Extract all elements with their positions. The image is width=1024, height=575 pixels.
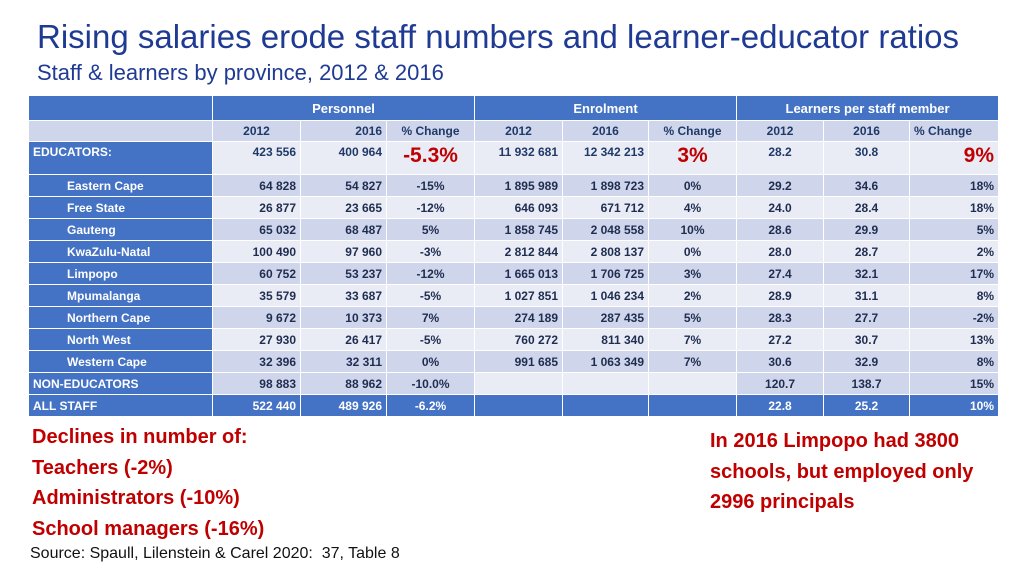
cell: 68 487 bbox=[301, 219, 387, 241]
cell: 5% bbox=[387, 219, 475, 241]
cell: 287 435 bbox=[563, 307, 649, 329]
cell bbox=[563, 373, 649, 395]
cell: -12% bbox=[387, 263, 475, 285]
cell: 2% bbox=[649, 285, 737, 307]
cell: -12% bbox=[387, 197, 475, 219]
declines-note bbox=[32, 422, 264, 544]
cell: 2 808 137 bbox=[563, 241, 649, 263]
educators-row bbox=[29, 142, 999, 175]
subheader-cell: % Change bbox=[649, 121, 737, 142]
province-row bbox=[29, 351, 999, 373]
cell: 27.4 bbox=[737, 263, 824, 285]
subheader-blank bbox=[29, 121, 213, 142]
cell: 23 665 bbox=[301, 197, 387, 219]
cell: 28.6 bbox=[737, 219, 824, 241]
cell: 2% bbox=[910, 241, 999, 263]
cell: 5% bbox=[910, 219, 999, 241]
limpopo-note: In 2016 Limpopo had 3800 schools, but employed only 2996 principals bbox=[710, 430, 974, 513]
cell: 29.9 bbox=[824, 219, 910, 241]
cell: 12 342 213 bbox=[563, 142, 649, 175]
cell: 27.2 bbox=[737, 329, 824, 351]
cell: 29.2 bbox=[737, 175, 824, 197]
cell: 53 237 bbox=[301, 263, 387, 285]
cell: 3% bbox=[649, 263, 737, 285]
cell: 3% bbox=[649, 142, 737, 175]
subheader-row bbox=[29, 121, 999, 142]
cell: 274 189 bbox=[475, 307, 563, 329]
province-name: Gauteng bbox=[29, 219, 213, 241]
cell: 30.8 bbox=[824, 142, 910, 175]
province-row bbox=[29, 263, 999, 285]
note-line: Teachers (-2%) bbox=[32, 456, 173, 479]
province-row bbox=[29, 285, 999, 307]
cell: 11 932 681 bbox=[475, 142, 563, 175]
subheader-cell: 2012 bbox=[737, 121, 824, 142]
cell: 0% bbox=[649, 175, 737, 197]
cell: 5% bbox=[649, 307, 737, 329]
cell: 34.6 bbox=[824, 175, 910, 197]
subheader-cell: 2016 bbox=[301, 121, 387, 142]
province-name: Northern Cape bbox=[29, 307, 213, 329]
cell: -15% bbox=[387, 175, 475, 197]
cell: -2% bbox=[910, 307, 999, 329]
cell: 31.1 bbox=[824, 285, 910, 307]
subheader-cell: 2016 bbox=[824, 121, 910, 142]
note-line: School managers (-16%) bbox=[32, 517, 265, 540]
cell: 7% bbox=[649, 329, 737, 351]
cell: 26 417 bbox=[301, 329, 387, 351]
cell: 27 930 bbox=[213, 329, 301, 351]
cell: 2 812 844 bbox=[475, 241, 563, 263]
cell: 1 046 234 bbox=[563, 285, 649, 307]
cell: 7% bbox=[649, 351, 737, 373]
cell: 10% bbox=[910, 395, 999, 417]
cell: 60 752 bbox=[213, 263, 301, 285]
cell: 4% bbox=[649, 197, 737, 219]
subheader-cell: % Change bbox=[910, 121, 999, 142]
subheader-cell: 2016 bbox=[563, 121, 649, 142]
group-header-row bbox=[29, 96, 999, 121]
cell: 991 685 bbox=[475, 351, 563, 373]
cell: 28.3 bbox=[737, 307, 824, 329]
row-label: EDUCATORS: bbox=[29, 142, 213, 175]
province-row bbox=[29, 329, 999, 351]
cell bbox=[649, 395, 737, 417]
cell: 28.7 bbox=[824, 241, 910, 263]
cell: 10 373 bbox=[301, 307, 387, 329]
province-rows bbox=[29, 175, 999, 373]
province-name: Mpumalanga bbox=[29, 285, 213, 307]
cell: 1 706 725 bbox=[563, 263, 649, 285]
cell: 0% bbox=[649, 241, 737, 263]
cell: 24.0 bbox=[737, 197, 824, 219]
cell: 489 926 bbox=[301, 395, 387, 417]
cell: 35 579 bbox=[213, 285, 301, 307]
cell: 120.7 bbox=[737, 373, 824, 395]
cell: 18% bbox=[910, 197, 999, 219]
province-name: Eastern Cape bbox=[29, 175, 213, 197]
cell: -10.0% bbox=[387, 373, 475, 395]
cell bbox=[475, 395, 563, 417]
slide-title: Rising salaries erode staff numbers and learner-educator ratios bbox=[37, 18, 960, 55]
cell: 54 827 bbox=[301, 175, 387, 197]
cell: 0% bbox=[387, 351, 475, 373]
cell: 9 672 bbox=[213, 307, 301, 329]
province-row bbox=[29, 219, 999, 241]
cell: 671 712 bbox=[563, 197, 649, 219]
slide-subtitle: Staff & learners by province, 2012 & 2016 bbox=[37, 60, 444, 85]
cell: 30.6 bbox=[737, 351, 824, 373]
cell: 65 032 bbox=[213, 219, 301, 241]
cell: 28.4 bbox=[824, 197, 910, 219]
note-line: Administrators (-10%) bbox=[32, 487, 240, 509]
cell: 811 340 bbox=[563, 329, 649, 351]
cell: 30.7 bbox=[824, 329, 910, 351]
cell: -6.2% bbox=[387, 395, 475, 417]
source-citation: Source: Spaull, Lilenstein & Carel 2020: 37, Table 8 bbox=[30, 545, 400, 562]
cell: 1 898 723 bbox=[563, 175, 649, 197]
note-line: Declines in number of: bbox=[32, 426, 248, 448]
province-name: North West bbox=[29, 329, 213, 351]
cell: 17% bbox=[910, 263, 999, 285]
group-ratio: Learners per staff member bbox=[737, 96, 999, 121]
cell: 97 960 bbox=[301, 241, 387, 263]
cell: 522 440 bbox=[213, 395, 301, 417]
cell: 27.7 bbox=[824, 307, 910, 329]
cell: 138.7 bbox=[824, 373, 910, 395]
province-row bbox=[29, 175, 999, 197]
cell: 26 877 bbox=[213, 197, 301, 219]
all-staff-row bbox=[29, 395, 999, 417]
province-name: KwaZulu-Natal bbox=[29, 241, 213, 263]
cell: 28.9 bbox=[737, 285, 824, 307]
group-personnel: Personnel bbox=[213, 96, 475, 121]
subheader-cell: 2012 bbox=[213, 121, 301, 142]
cell: -5% bbox=[387, 285, 475, 307]
cell: -5.3% bbox=[387, 142, 475, 175]
row-label: NON-EDUCATORS bbox=[29, 373, 213, 395]
cell: 7% bbox=[387, 307, 475, 329]
province-name: Western Cape bbox=[29, 351, 213, 373]
cell: 88 962 bbox=[301, 373, 387, 395]
cell: 1 858 745 bbox=[475, 219, 563, 241]
cell: 28.2 bbox=[737, 142, 824, 175]
row-label: ALL STAFF bbox=[29, 395, 213, 417]
cell: 1 895 989 bbox=[475, 175, 563, 197]
cell: 32.9 bbox=[824, 351, 910, 373]
cell: 1 063 349 bbox=[563, 351, 649, 373]
cell: 28.0 bbox=[737, 241, 824, 263]
cell: 15% bbox=[910, 373, 999, 395]
staff-table bbox=[28, 95, 999, 417]
cell: 400 964 bbox=[301, 142, 387, 175]
header-blank bbox=[29, 96, 213, 121]
subheader-cell: % Change bbox=[387, 121, 475, 142]
subheader-cell: 2012 bbox=[475, 121, 563, 142]
cell: 33 687 bbox=[301, 285, 387, 307]
cell: 1 665 013 bbox=[475, 263, 563, 285]
cell bbox=[475, 373, 563, 395]
cell: 760 272 bbox=[475, 329, 563, 351]
province-name: Limpopo bbox=[29, 263, 213, 285]
province-name: Free State bbox=[29, 197, 213, 219]
cell: 2 048 558 bbox=[563, 219, 649, 241]
cell: 25.2 bbox=[824, 395, 910, 417]
province-row bbox=[29, 241, 999, 263]
cell bbox=[649, 373, 737, 395]
cell: 1 027 851 bbox=[475, 285, 563, 307]
cell: 32.1 bbox=[824, 263, 910, 285]
cell: 98 883 bbox=[213, 373, 301, 395]
cell: 8% bbox=[910, 285, 999, 307]
cell: 8% bbox=[910, 351, 999, 373]
cell: 22.8 bbox=[737, 395, 824, 417]
group-enrolment: Enrolment bbox=[475, 96, 737, 121]
cell: 423 556 bbox=[213, 142, 301, 175]
cell: 64 828 bbox=[213, 175, 301, 197]
cell bbox=[563, 395, 649, 417]
cell: 32 311 bbox=[301, 351, 387, 373]
non-educators-row bbox=[29, 373, 999, 395]
cell: 100 490 bbox=[213, 241, 301, 263]
cell: 646 093 bbox=[475, 197, 563, 219]
cell: 10% bbox=[649, 219, 737, 241]
province-row bbox=[29, 307, 999, 329]
cell: 32 396 bbox=[213, 351, 301, 373]
province-row bbox=[29, 197, 999, 219]
cell: 13% bbox=[910, 329, 999, 351]
cell: 18% bbox=[910, 175, 999, 197]
cell: -5% bbox=[387, 329, 475, 351]
cell: 9% bbox=[910, 142, 999, 175]
cell: -3% bbox=[387, 241, 475, 263]
